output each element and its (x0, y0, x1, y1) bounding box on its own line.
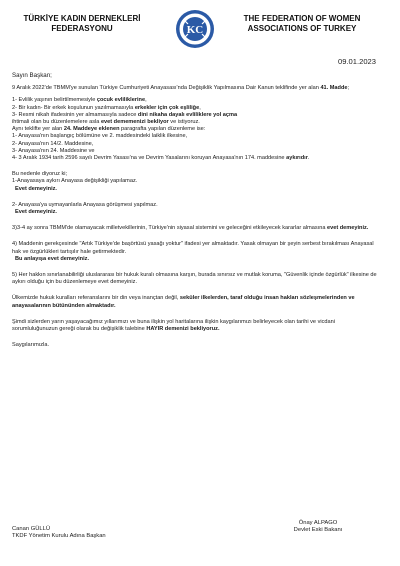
closing-paragraph-1: Ülkemizde hukuk kuralları referanslarını bir din veya inançtan değil, seküler ilkelerden, taraf olduğu insan hakları sözleşmelerinden ve anayasalarının bütününden almaktadır. (12, 295, 355, 309)
concern-item-3-cont: ihtimali olan bu düzenlemelere asla evet dememenizi bekliyor ve istiyoruz. (12, 119, 200, 126)
signer-right-title: Devlet Eski Bakanı (293, 527, 343, 534)
letter-body (12, 72, 382, 354)
reason-2-bold: Evet demeyiniz. (15, 209, 57, 216)
reason-4: 4) Maddenin gerekçesinde "Artık Türkiye'de başörtüsü yasağı yoktur" ifadesi yer almaktadır. Yasak olmayan bir şeyin serbest bırakılması Anayasal hak ve özgürlükleri tartışılır hale getirmektedir. Bu anlayışa evet demeyiniz. (12, 241, 374, 262)
signer-right-name: Önay ALPAGO (298, 520, 338, 526)
reason-5: 5) Her hakkın sınırlanabilirliği uluslararası bir hukuk kuralı olmasına karşın, burada sınırsız ve mutlak koruma, "Güvenlik içinde özgürlük" ilkesine de aykırı olduğu için bu düzenlemeye evet demeyiniz. (12, 272, 377, 286)
signer-left-title: TKDF Yönetim Kurulu Adına Başkan (12, 533, 106, 540)
org-name-turkish-line2: FEDERASYONU (51, 23, 113, 33)
reasons-intro: Bu nedenle diyoruz ki; (12, 171, 68, 178)
federation-logo (174, 8, 216, 50)
logo-letters: KC (186, 24, 204, 36)
reason-2-text: 2- Anayasa'ya uymayanlarla Anayasa görüşmesi yapılmaz. (12, 201, 158, 208)
violation-item-3: 3- Anayasa'nın 24. Maddesine ve (12, 147, 95, 154)
intro-paragraph: 9 Aralık 2022'de TBMM'ye sunulan Türkiye Cumhuriyeti Anayasası'nda Değişiklik Yapılmasına Dair Kanun teklifinde yer alan 41. Madde; (12, 85, 350, 92)
reason-1-bold: Evet demeyiniz. (15, 185, 57, 192)
letter-date: 09.01.2023 (337, 57, 376, 66)
signer-left-name: Canan GÜLLÜ (12, 526, 51, 532)
article-24-intro: Aynı teklifte yer alan 24. Maddeye eklenen paragrafta yapılan düzenleme ise: (12, 126, 206, 133)
org-name-english-line2: ASSOCIATIONS OF TURKEY (247, 23, 357, 33)
reasons-block (12, 171, 382, 193)
signature-left (12, 526, 106, 541)
signature-right (278, 520, 358, 535)
concerns-list (12, 97, 382, 162)
concern-item-1: 1- Evlilik yaşının belirtilmemesiyle çocuk evliliklerine, (12, 97, 147, 104)
org-name-turkish-line1: TÜRKİYE KADIN DERNEKLERİ (23, 14, 141, 23)
concern-item-2: 2- Bir kadın- Bir erkek koşulunun yazılmamasıyla erkekler için çok eşliliğe, (12, 104, 201, 111)
closing-paragraph-2: Şimdi sizlerden yarın yaşayacağımız yıllarımızı ve buna ilişkin yol haritalarına ilişkin kaygılarımızı belirleyecek olan tarihi ve vicdani sorumluluğunuzun gereği olarak bu değişiklik talebine HAYIR demenizi bekliyoruz. (12, 318, 336, 333)
salutation: Sayın Başkan; (12, 72, 52, 79)
regards: Saygılarımızla. (12, 342, 49, 349)
reason-3: 3)3-4 ay sonra TBMM'de olamayacak milletvekillerinin, Türkiye'nin siyasal sistemini ve geleceğini etkileyecek kararlar almasına evet demeyiniz. (12, 225, 369, 232)
org-name-english (232, 14, 372, 33)
violation-item-2: 2- Anayasa'nın 14/2. Maddesine, (12, 140, 94, 147)
violation-item-1: 1- Anayasa'nın başlangıç bölümüne ve 2. maddesindeki laiklik ilkesine, (12, 133, 188, 140)
reason-2 (12, 202, 382, 216)
concern-item-3: 3- Resmi nikah ifadesinin yer almamasıyla sadece dini nikaha dayalı evliliklere yol açma (12, 111, 238, 118)
org-name-english-line1: THE FEDERATION OF WOMEN (243, 14, 361, 23)
violation-item-4: 4- 3 Aralık 1934 tarih 2596 sayılı Devrim Yasası'na ve Devrim Yasalarını koruyan Anayasa'nın 174. maddesine aykırıdır. (12, 155, 310, 162)
reason-4-bold: Bu anlayışa evet demeyiniz. (15, 255, 89, 262)
org-name-turkish (22, 14, 142, 33)
reason-1-text: 1-Anayasaya aykırı Anayasa değişikliği yapılamaz. (12, 178, 138, 185)
